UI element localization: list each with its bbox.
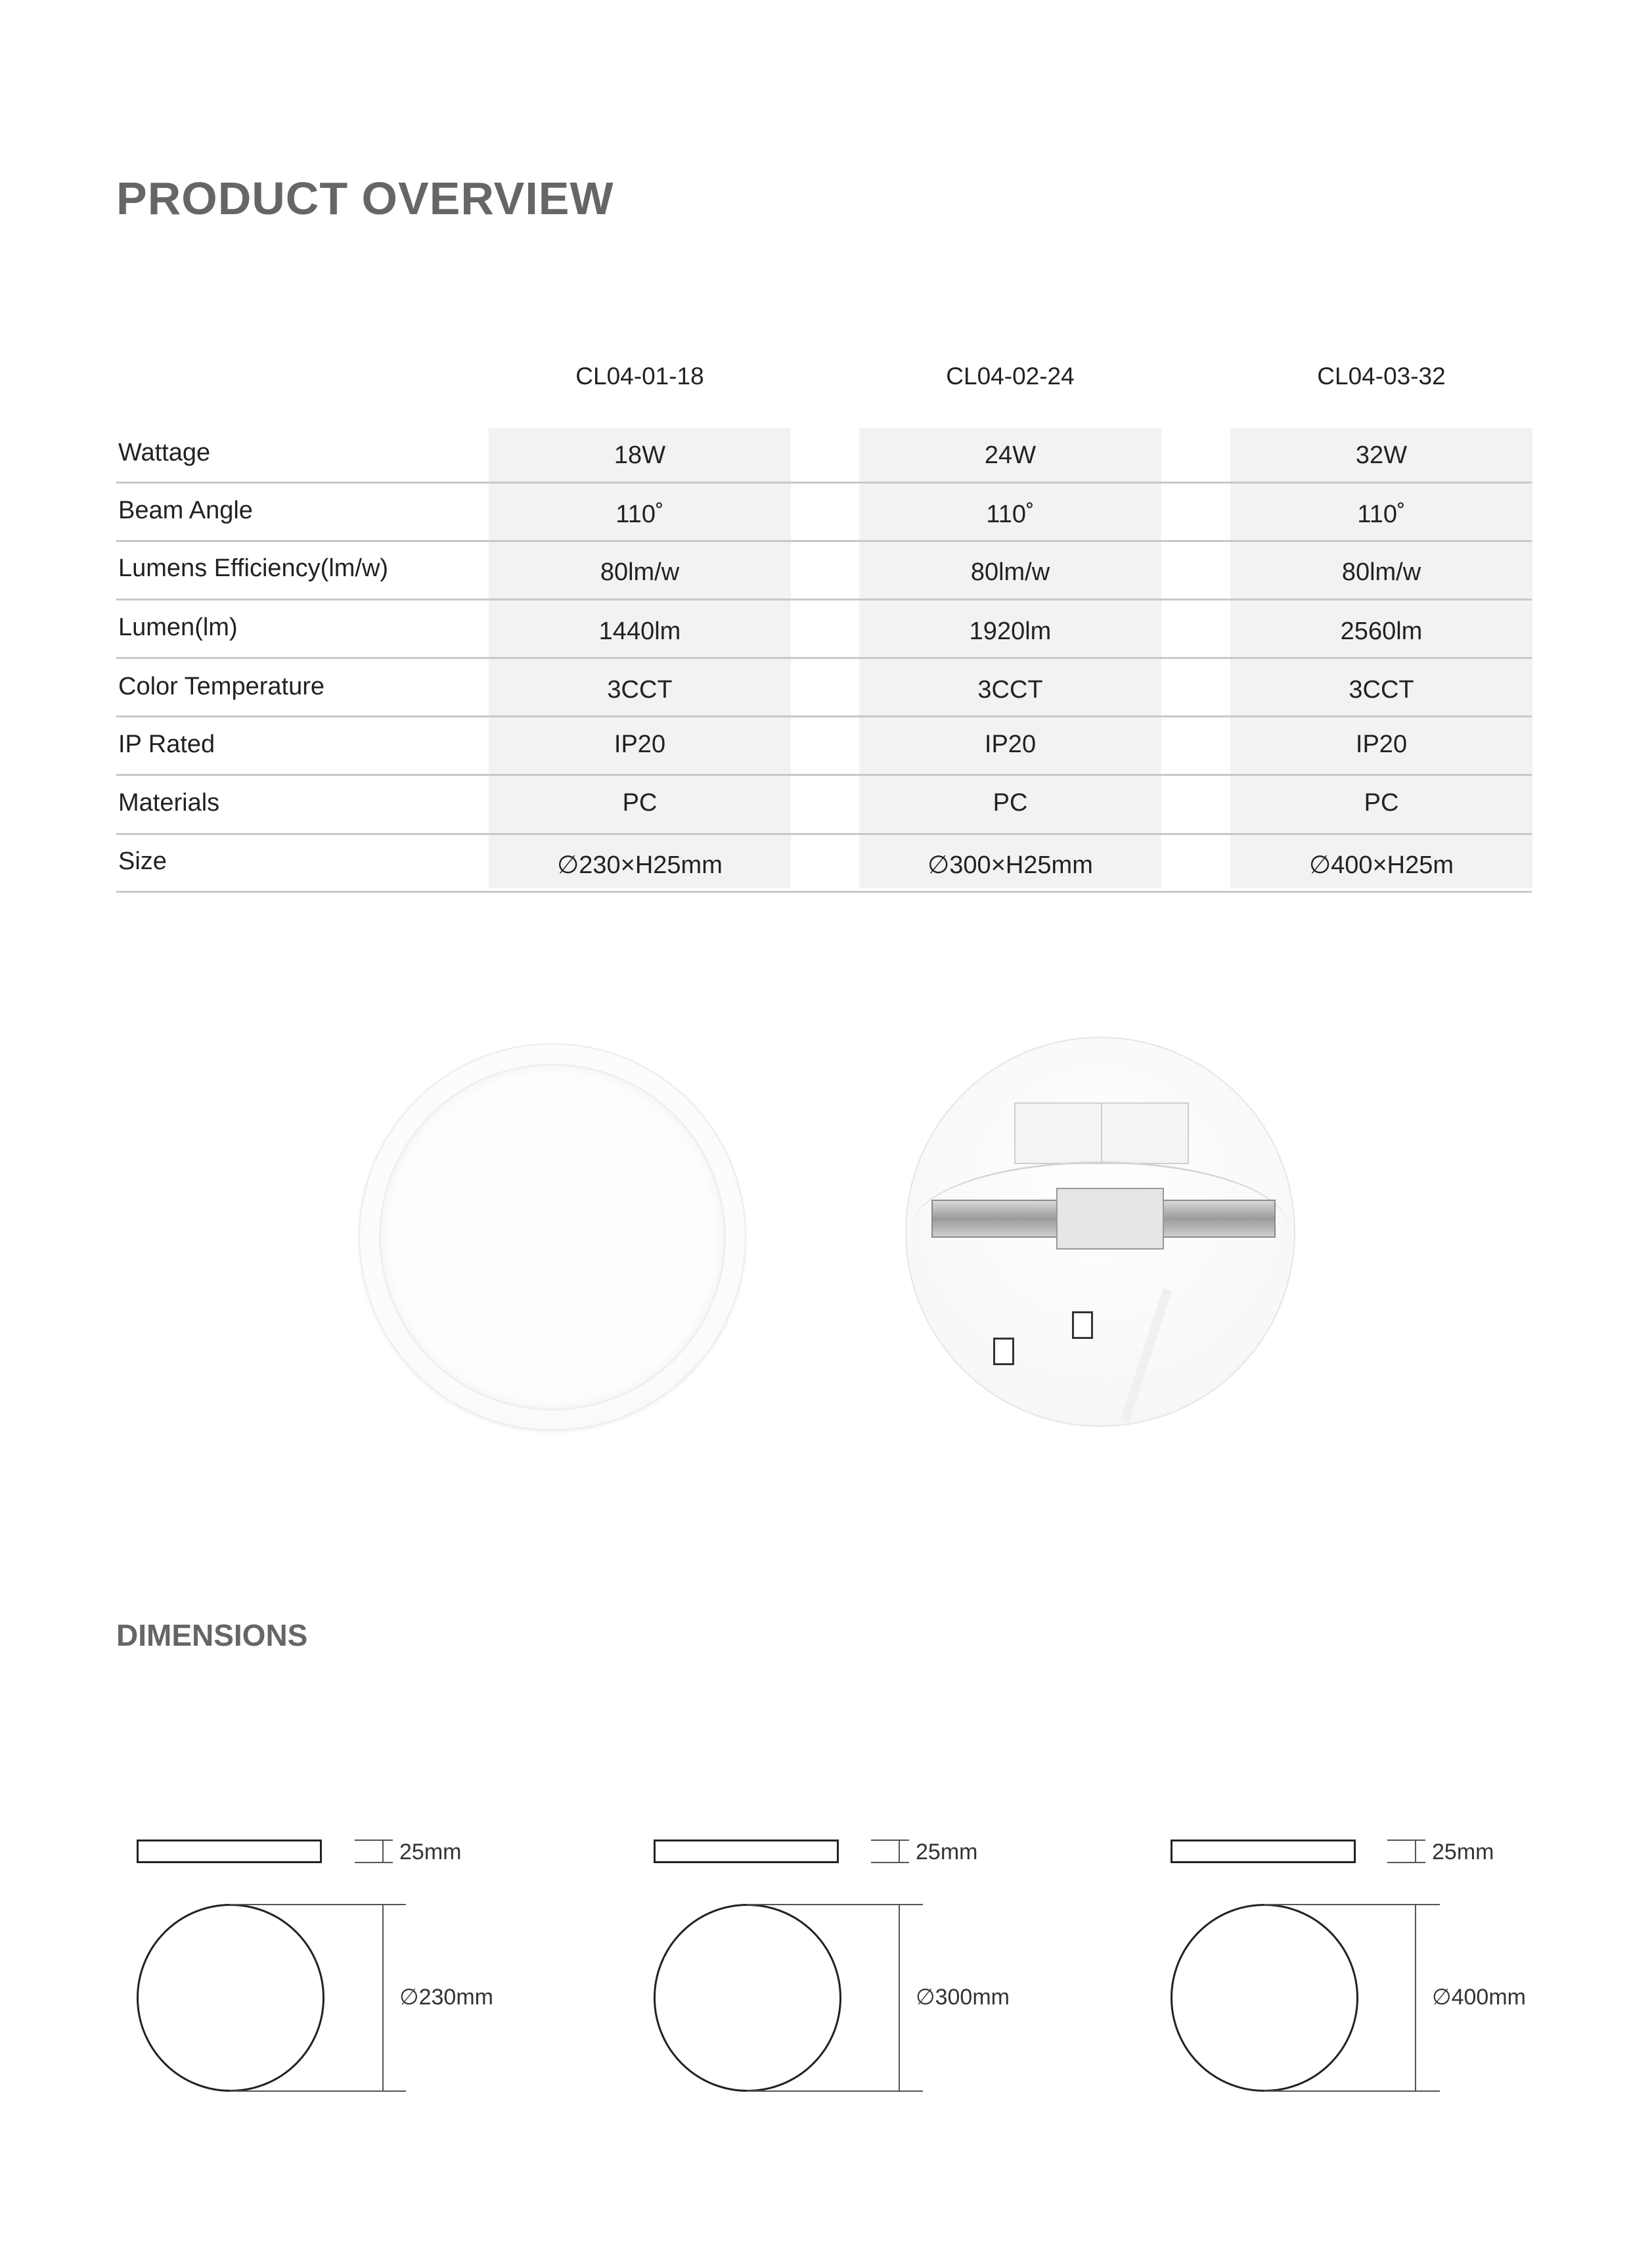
model-header-1: CL04-01-18 — [575, 363, 704, 390]
cell-wattage-3: 32W — [1355, 441, 1408, 469]
row-label-wattage: Wattage — [118, 439, 211, 466]
row-label-lumen: Lumen(lm) — [118, 614, 238, 641]
row-divider — [116, 598, 1532, 600]
diameter-label: ∅400mm — [1432, 1985, 1526, 2010]
cell-efficiency-1: 80lm/w — [600, 558, 680, 586]
row-divider — [116, 715, 1532, 717]
row-divider — [116, 833, 1532, 835]
page-title: PRODUCT OVERVIEW — [116, 173, 614, 224]
side-profile — [1171, 1840, 1356, 1863]
cell-materials-1: PC — [622, 789, 658, 817]
cell-cct-3: 3CCT — [1349, 676, 1414, 704]
cell-cct-1: 3CCT — [607, 676, 673, 704]
model-header-2: CL04-02-24 — [946, 363, 1075, 390]
row-label-color-temperature: Color Temperature — [118, 673, 325, 700]
cell-lumen-3: 2560lm — [1340, 618, 1423, 645]
cell-materials-3: PC — [1364, 789, 1399, 817]
cell-beam-1: 110˚ — [615, 501, 664, 528]
cell-beam-3: 110˚ — [1357, 501, 1406, 528]
diameter-label: ∅230mm — [399, 1985, 493, 2010]
top-profile — [137, 1904, 324, 2092]
row-label-lumens-efficiency: Lumens Efficiency(lm/w) — [118, 554, 389, 582]
cell-size-1: ∅230×H25mm — [557, 851, 723, 879]
height-label: 25mm — [1432, 1840, 1494, 1864]
model-header-3: CL04-03-32 — [1317, 363, 1446, 390]
cell-efficiency-3: 80lm/w — [1341, 558, 1421, 586]
row-divider — [116, 891, 1532, 893]
cell-cct-2: 3CCT — [977, 676, 1043, 704]
side-profile — [654, 1840, 839, 1863]
row-divider — [116, 657, 1532, 659]
cell-size-3: ∅400×H25m — [1308, 851, 1454, 879]
cell-ip-1: IP20 — [614, 731, 666, 758]
height-label: 25mm — [399, 1840, 462, 1864]
cell-efficiency-2: 80lm/w — [970, 558, 1050, 586]
panel-front-photo — [359, 1043, 746, 1431]
cell-beam-2: 110˚ — [986, 501, 1035, 528]
row-label-beam-angle: Beam Angle — [118, 497, 253, 524]
row-label-materials: Materials — [118, 789, 220, 817]
diameter-label: ∅300mm — [916, 1985, 1010, 2010]
row-divider — [116, 540, 1532, 542]
cell-size-2: ∅300×H25mm — [927, 851, 1093, 879]
row-label-ip-rated: IP Rated — [118, 731, 215, 758]
row-divider — [116, 482, 1532, 484]
height-label: 25mm — [916, 1840, 978, 1864]
row-divider — [116, 774, 1532, 776]
dimensions-title: DIMENSIONS — [116, 1618, 308, 1652]
cell-wattage-1: 18W — [614, 441, 666, 469]
side-profile — [137, 1840, 322, 1863]
panel-back-photo — [905, 1037, 1295, 1427]
top-profile — [654, 1904, 841, 2092]
top-profile — [1171, 1904, 1358, 2092]
cell-ip-3: IP20 — [1355, 731, 1408, 758]
row-label-size: Size — [118, 847, 167, 875]
cell-ip-2: IP20 — [984, 731, 1037, 758]
cell-lumen-2: 1920lm — [969, 618, 1052, 645]
cell-materials-2: PC — [993, 789, 1028, 817]
cell-lumen-1: 1440lm — [598, 618, 681, 645]
cell-wattage-2: 24W — [984, 441, 1037, 469]
